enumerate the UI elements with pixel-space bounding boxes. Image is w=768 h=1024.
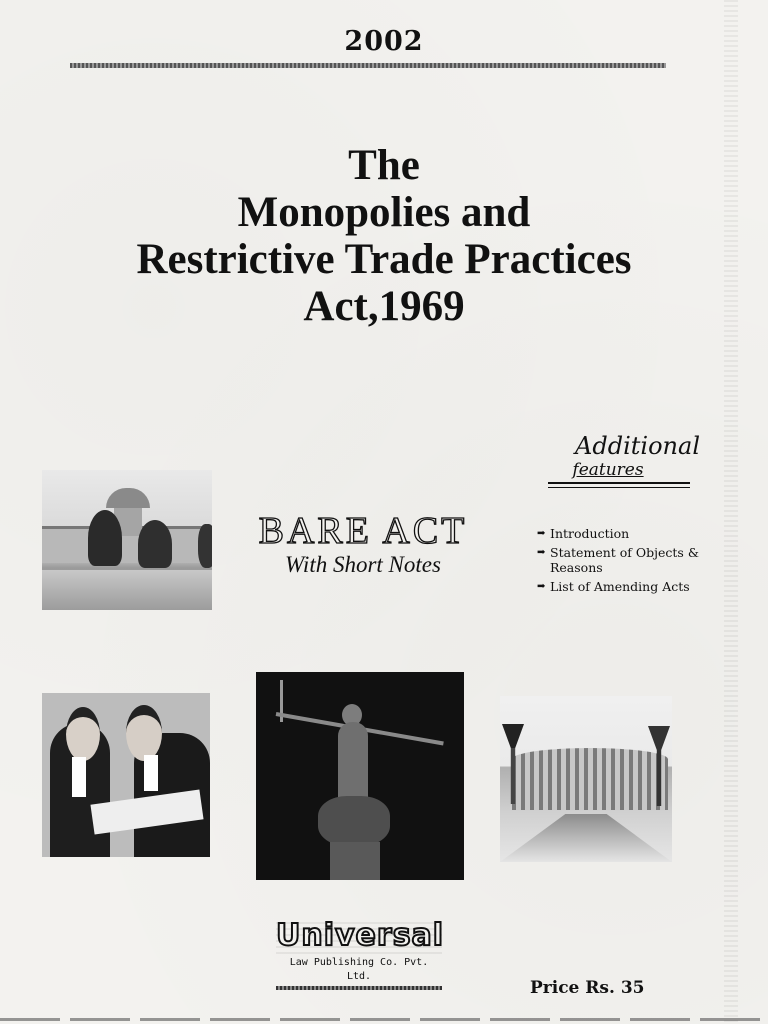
parliament-house-photo [500, 696, 672, 862]
edition-year: 2002 [344, 26, 424, 57]
title-line-4: Act,1969 [303, 283, 465, 330]
lawyers-photo [42, 693, 210, 857]
publisher-rule [276, 986, 442, 990]
additional-heading-line-2: features [572, 460, 644, 480]
title-line-2: Monopolies and [237, 189, 531, 236]
bare-act-label [258, 512, 468, 578]
publisher-logo [276, 918, 445, 990]
additional-heading-line-1: Additional [575, 432, 700, 460]
supreme-court-photo [42, 470, 212, 610]
publisher-subline: Law Publishing Co. Pvt. Ltd. [289, 957, 429, 982]
additional-features-heading [540, 432, 700, 488]
lady-justice-photo [256, 672, 464, 880]
additional-features-list [537, 526, 717, 598]
price-label: Price Rs. 35 [530, 978, 645, 998]
feature-item: ➡ Statement of Objects & Reasons [537, 545, 717, 575]
title-line-3: Restrictive Trade Practices [136, 236, 632, 283]
bare-act-title: BARE ACT [258, 510, 468, 552]
title-line-1: The [348, 142, 420, 189]
feature-item: ➡ List of Amending Acts [537, 579, 717, 594]
feature-item: ➡ Introduction [537, 526, 717, 541]
additional-heading-rule-2 [548, 487, 690, 488]
book-title [0, 142, 768, 330]
bottom-edge [0, 1018, 768, 1021]
publisher-name: Universal [276, 918, 445, 953]
bare-act-subtitle: With Short Notes [285, 552, 441, 577]
additional-heading-rule [548, 482, 690, 484]
header-divider [70, 63, 666, 68]
